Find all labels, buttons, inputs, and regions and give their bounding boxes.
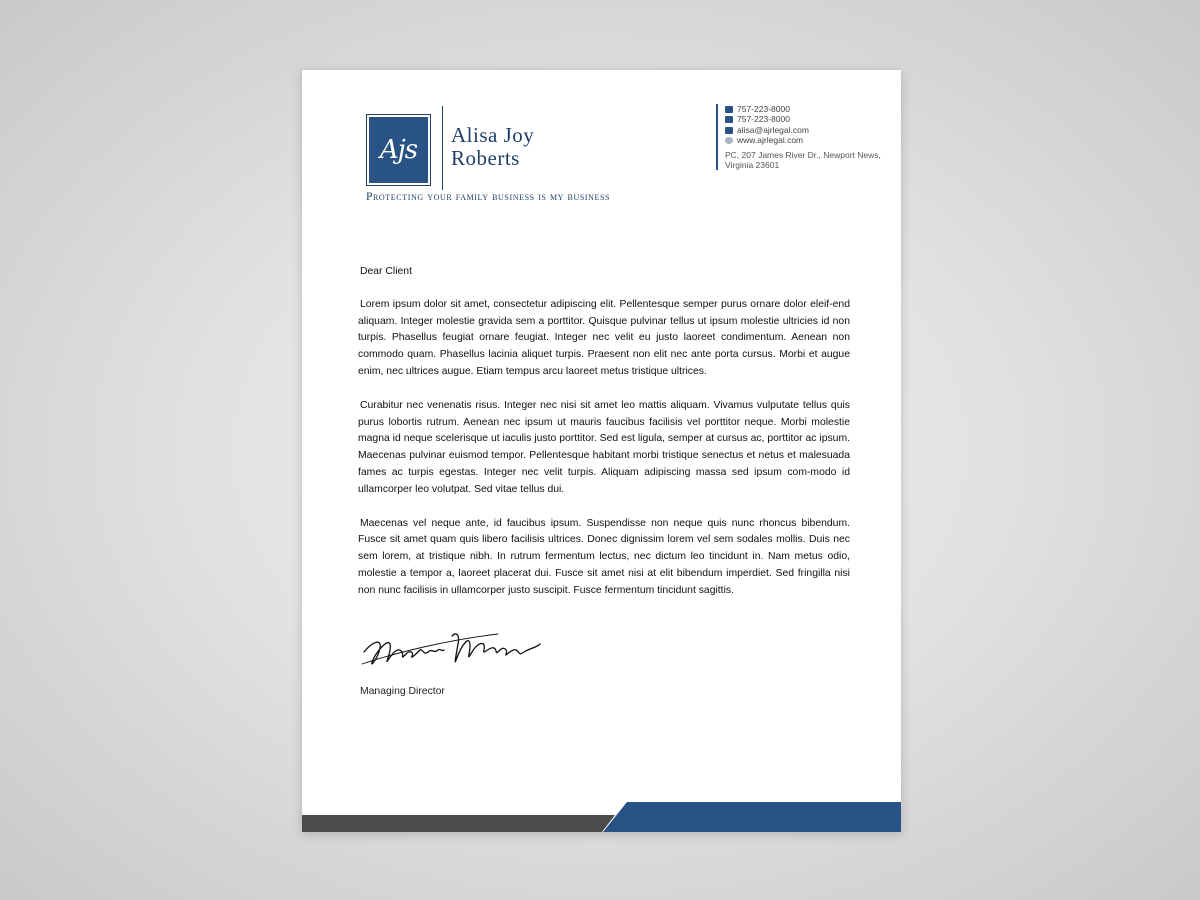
greeting: Dear Client <box>360 266 412 277</box>
contact-block <box>716 104 881 170</box>
signer-title: Managing Director <box>360 686 445 697</box>
address-line-2: Virginia 23601 <box>725 160 780 171</box>
signature <box>358 622 543 682</box>
paragraph-3: Maecenas vel neque ante, id faucibus ipsum. Suspendisse non neque quis nunc rhoncus bibendum. Fusce sit amet quam quis libero facilisis ultrices. Donec dignissim lorem vel sem sodales mollis. Duis nec sem lorem, at tristique nibh. In rutrum fermentum lectus, nec dictum leo tincidunt in. Nam metus odio, molestie a tempor a, laoreet placerat dui. Fusce sit amet nisi at elit bibendum imperdiet. Sed fringilla nisi non nunc facilisis in ullamcorper justo suscipit. Fusce fermentum tincidunt sagittis. <box>358 517 850 596</box>
postal-address <box>725 150 881 171</box>
fax-number: 757-223-8000 <box>737 114 790 125</box>
website-url: www.ajrlegal.com <box>737 135 804 146</box>
phone-icon <box>725 106 733 113</box>
contact-phone <box>725 104 881 114</box>
logo-monogram: Ajs <box>369 117 428 183</box>
fax-icon <box>725 116 733 123</box>
email-address: alisa@ajrlegal.com <box>737 124 809 135</box>
contact-fax <box>725 114 881 124</box>
globe-icon <box>725 137 733 144</box>
logo-divider <box>442 106 443 190</box>
paragraph-2: Curabitur nec venenatis risus. Integer nec nisi sit amet leo mattis aliquam. Vivamus vulputate tellus quis purus lobortis rutrum. Aenean nec ipsum ut mauris faucibus facilisis vel porttitor neque. Morbi molestie magna id neque scelerisque ut iaculis justo porttitor. Sed est ligula, semper at cursus ac, porttitor ac ipsum. Maecenas pulvinar euismod tempor. Pellentesque habitant morbi tristique senectus et netus et malesuada fames ac turpis egestas. Integer nec velit turpis. Aliquam adipiscing massa sed ipsum com-modo id ullamcorper leo volutpat. Sed vitae tellus dui. <box>358 399 850 495</box>
contact-email <box>725 125 881 135</box>
email-icon <box>725 127 733 134</box>
paragraph-1: Lorem ipsum dolor sit amet, consectetur adipiscing elit. Pellentesque semper purus ornare dolor eleif-end aliquam. Integer molestie gravida sem a porttitor. Quisque pulvinar tellus ut ipsum molestie ultricies id non turpis. Phasellus feugiat ornare feugiat. Integer nec velit eu justo laoreet condimentum. Aenean non commodo quam. Phasellus lacinia aliquet turpis. Praesent non elit nec ante porta cursus. Morbi et augue enim, nec ultrices augue. Etiam tempus arcu laoreet metus tristique ultrices. <box>358 298 850 377</box>
firm-name-first: Alisa Joy <box>451 123 535 147</box>
contact-website <box>725 135 881 145</box>
tagline: Protecting your family business is my business <box>366 191 611 203</box>
address-line-1: PC, 207 James River Dr., Newport News, <box>725 149 881 160</box>
letter-body <box>358 264 850 617</box>
footer-band-blue <box>603 802 901 832</box>
phone-number: 757-223-8000 <box>737 104 790 114</box>
letterhead-page <box>302 70 901 832</box>
footer-band-gray <box>302 815 622 832</box>
firm-name <box>451 124 534 170</box>
logo <box>366 114 431 186</box>
firm-name-last: Roberts <box>451 146 520 170</box>
